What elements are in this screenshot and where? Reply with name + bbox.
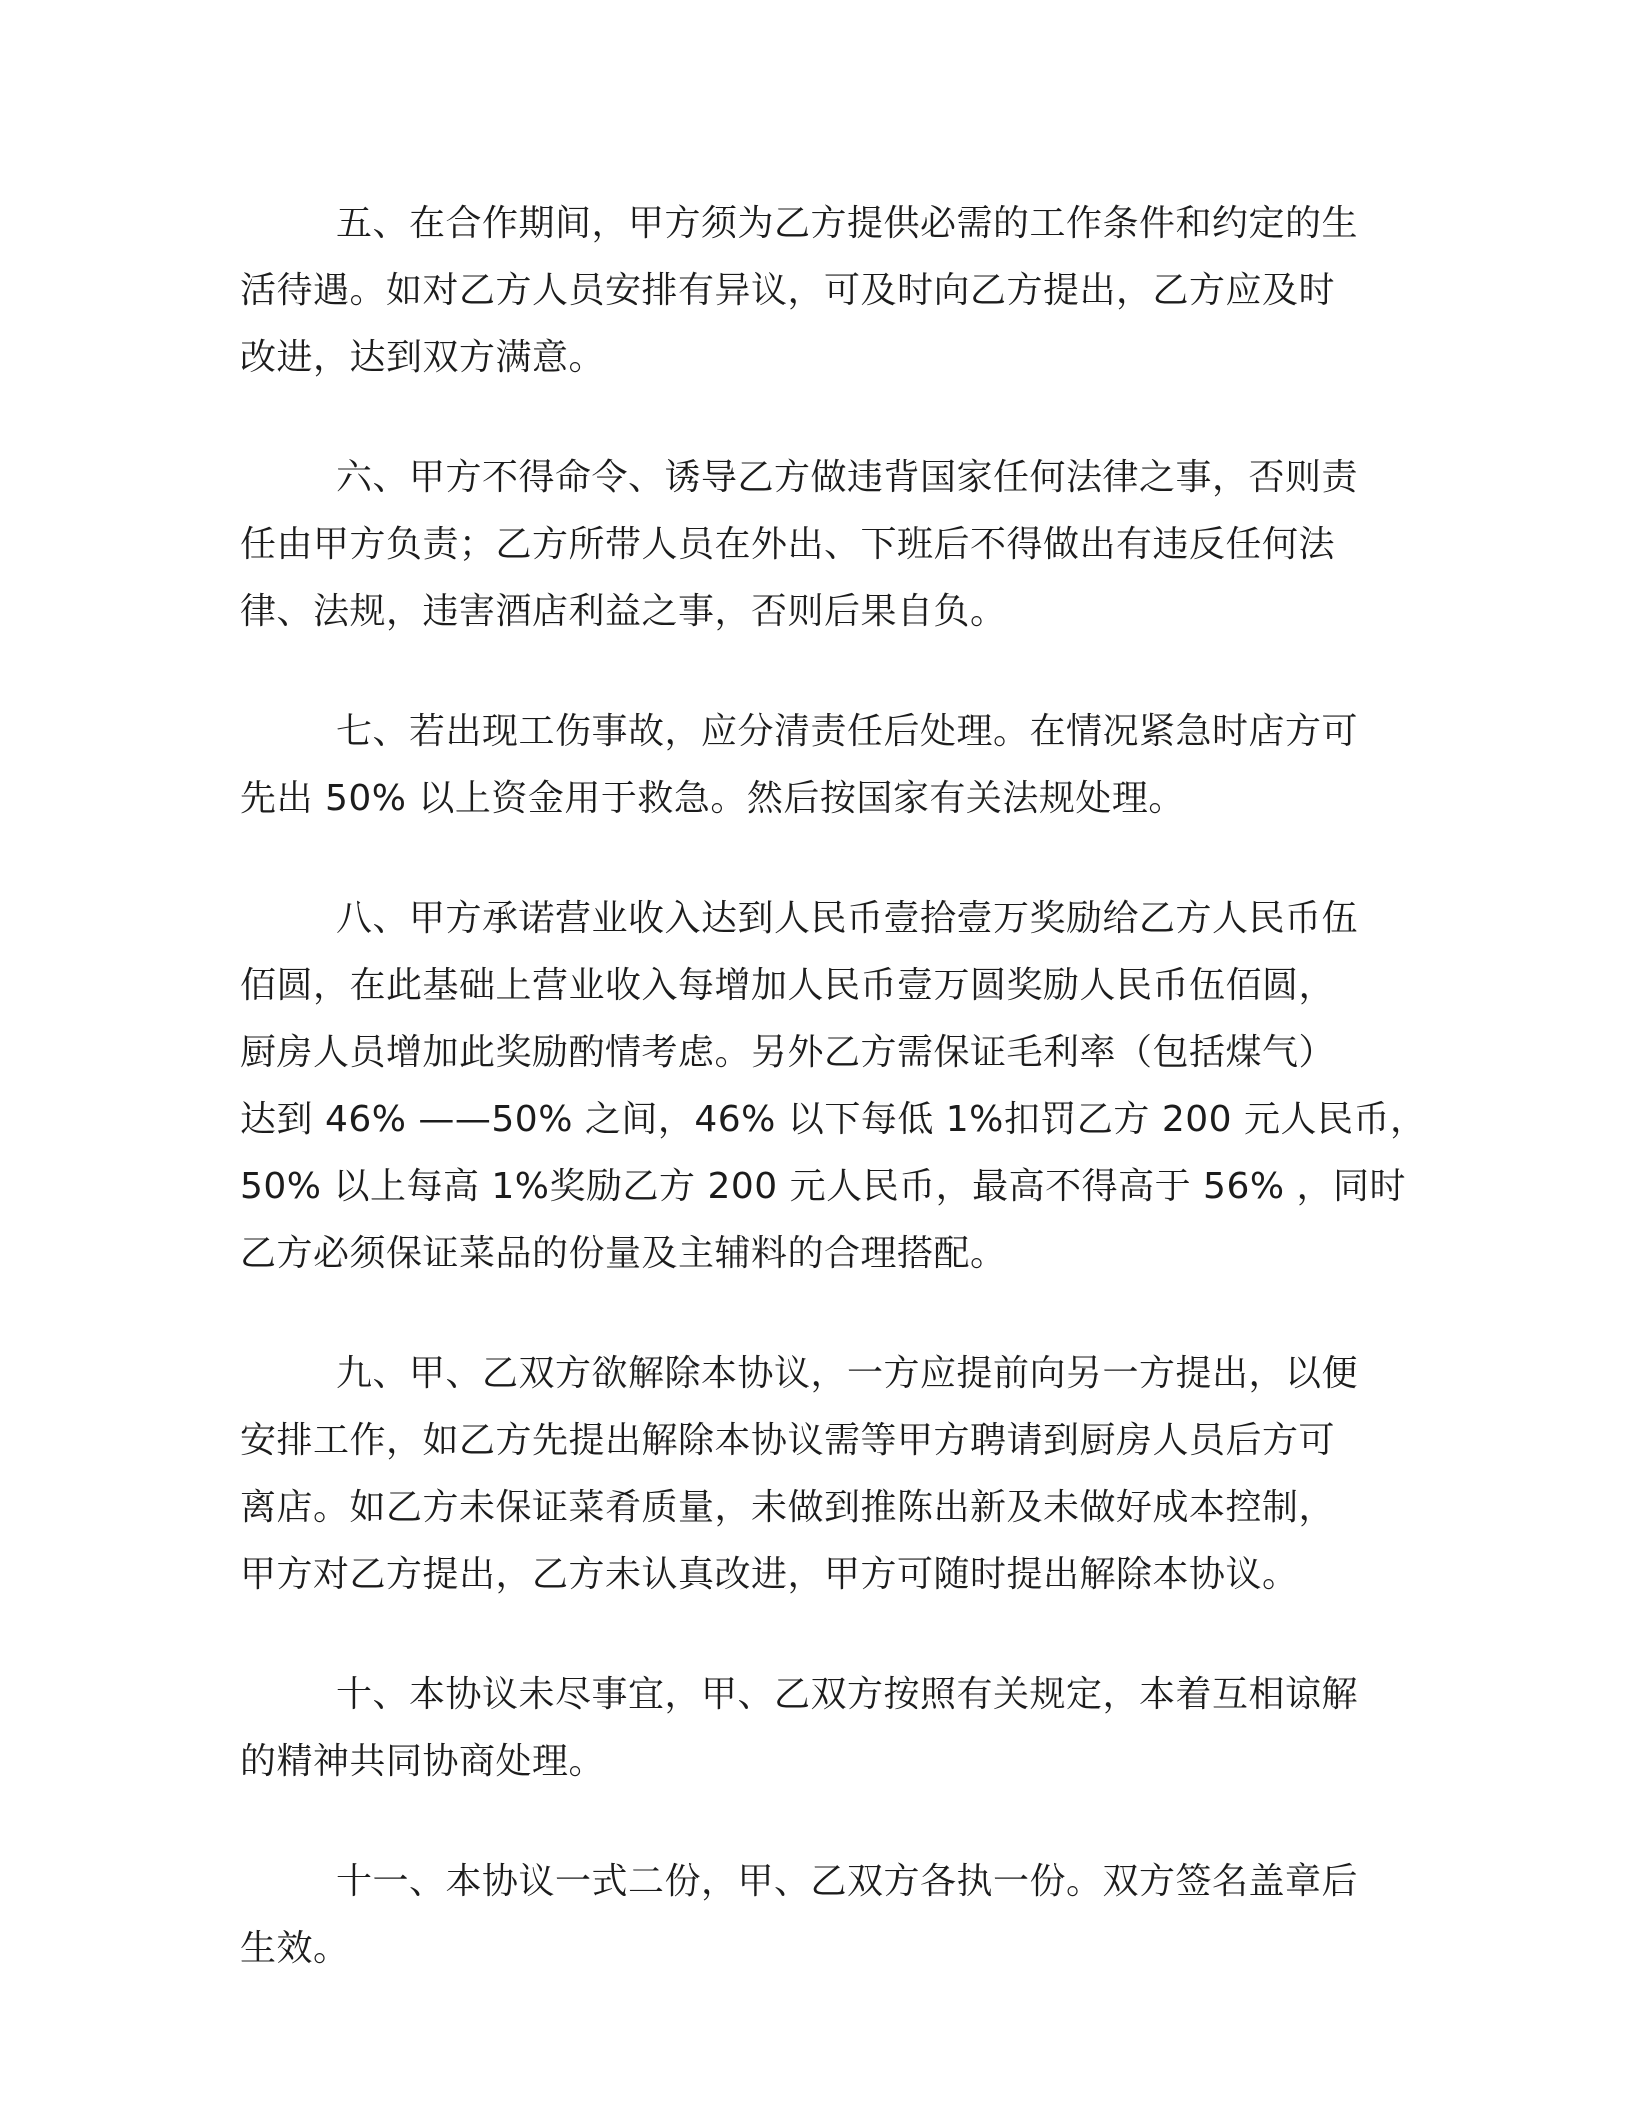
clause-line: 改进，达到双方满意。 xyxy=(240,337,606,378)
clause-line: 离店。如乙方未保证菜肴质量，未做到推陈出新及未做好成本控制， xyxy=(240,1487,1336,1528)
clause-line: 六、甲方不得命令、诱导乙方做违背国家任何法律之事，否则责 xyxy=(336,457,1359,498)
clause-line: 五、在合作期间，甲方须为乙方提供必需的工作条件和约定的生 xyxy=(336,203,1359,244)
clause-line: 任由甲方负责；乙方所带人员在外出、下班后不得做出有违反任何法 xyxy=(240,524,1336,565)
clause-line: 50% 以上每高 1%奖励乙方 200 元人民币，最高不得高于 56% ，同时 xyxy=(240,1166,1407,1207)
clause-line: 八、甲方承诺营业收入达到人民币壹拾壹万奖励给乙方人民币伍 xyxy=(336,898,1359,939)
clause-line: 十一、本协议一式二份，甲、乙双方各执一份。双方签名盖章后 xyxy=(336,1861,1359,1902)
clause-line: 活待遇。如对乙方人员安排有异议，可及时向乙方提出，乙方应及时 xyxy=(240,270,1336,311)
clause-line: 九、甲、乙双方欲解除本协议，一方应提前向另一方提出，以便 xyxy=(336,1353,1359,1394)
clause-line: 佰圆，在此基础上营业收入每增加人民币壹万圆奖励人民币伍佰圆， xyxy=(240,965,1336,1006)
clause-line: 达到 46% ——50% 之间，46% 以下每低 1%扣罚乙方 200 元人民币， xyxy=(240,1099,1427,1140)
clause-line: 十、本协议未尽事宜，甲、乙双方按照有关规定，本着互相谅解 xyxy=(336,1674,1359,1715)
clause-line: 乙方必须保证菜品的份量及主辅料的合理搭配。 xyxy=(240,1233,1007,1274)
clause-line: 的精神共同协商处理。 xyxy=(240,1741,606,1782)
clause-7 xyxy=(240,698,1378,832)
clause-11 xyxy=(240,1848,1378,1982)
clause-10 xyxy=(240,1661,1378,1795)
clause-line: 生效。 xyxy=(240,1928,350,1969)
clause-5 xyxy=(240,190,1378,391)
clause-9 xyxy=(240,1340,1378,1608)
clause-8 xyxy=(240,885,1427,1287)
document-body xyxy=(240,190,1427,2035)
clause-6 xyxy=(240,444,1378,645)
clause-line: 律、法规，违害酒店利益之事，否则后果自负。 xyxy=(240,591,1007,632)
clause-line: 先出 50% 以上资金用于救急。然后按国家有关法规处理。 xyxy=(240,778,1185,819)
clause-line: 安排工作，如乙方先提出解除本协议需等甲方聘请到厨房人员后方可 xyxy=(240,1420,1336,1461)
clause-line: 七、若出现工伤事故，应分清责任后处理。在情况紧急时店方可 xyxy=(336,711,1359,752)
clause-line: 厨房人员增加此奖励酌情考虑。另外乙方需保证毛利率（包括煤气） xyxy=(240,1032,1336,1073)
clause-line: 甲方对乙方提出，乙方未认真改进，甲方可随时提出解除本协议。 xyxy=(240,1554,1299,1595)
